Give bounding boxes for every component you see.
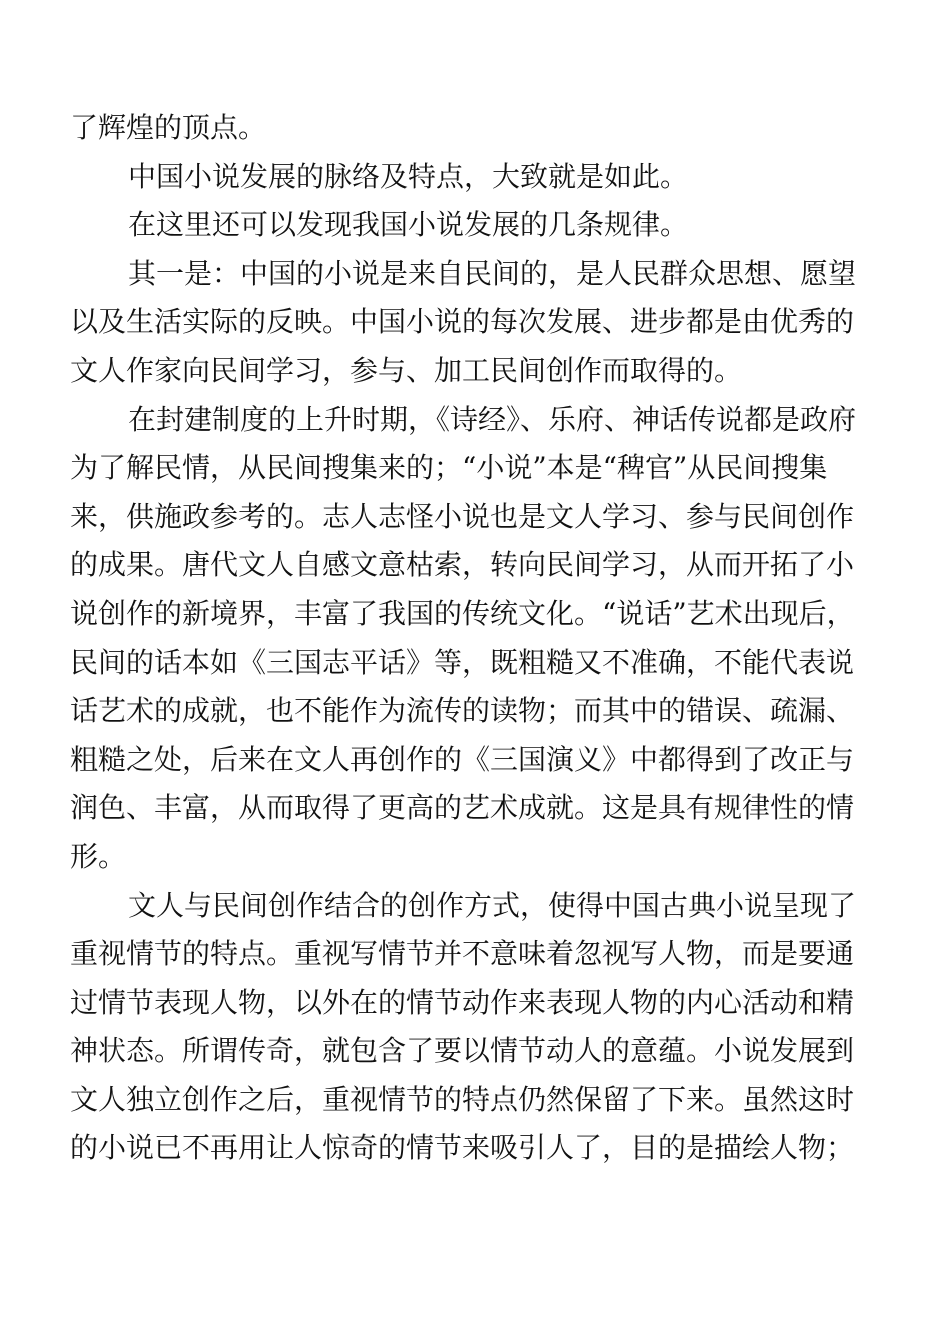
text-line: 重视情节的特点。重视写情节并不意味着忽视写人物，而是要通 [70,937,855,971]
text-line: 的小说已不再用让人惊奇的情节来吸引人了，目的是描绘人物； [70,1131,855,1165]
text-line: 文人作家向民间学习，参与、加工民间创作而取得的。 [70,353,743,387]
text-line: 过情节表现人物，以外在的情节动作来表现人物的内心活动和精 [70,985,855,1019]
text-line: 润色、丰富，从而取得了更高的艺术成就。这是具有规律性的情 [70,791,855,825]
text-line: 粗糙之处，后来在文人再创作的《三国演义》中都得到了改正与 [70,742,855,776]
text-line: 在这里还可以发现我国小说发展的几条规律。 [128,208,689,242]
text-line: 为了解民情，从民间搜集来的；“小说”本是“稗官”从民间搜集 [70,451,828,485]
text-line: 来，供施政参考的。志人志怪小说也是文人学习、参与民间创作 [70,499,855,533]
text-line: 文人独立创作之后，重视情节的特点仍然保留了下来。虽然这时 [70,1082,855,1116]
text-line: 文人与民间创作结合的创作方式，使得中国古典小说呈现了 [128,888,857,922]
text-line: 中国小说发展的脉络及特点，大致就是如此。 [128,159,689,193]
text-line: 话艺术的成就，也不能作为流传的读物；而其中的错误、疏漏、 [70,694,855,728]
text-line: 了辉煌的顶点。 [70,111,267,144]
text-line: 在封建制度的上升时期，《诗经》、乐府、神话传说都是政府 [128,402,857,436]
text-line: 其一是：中国的小说是来自民间的，是人民群众思想、愿望 [128,256,857,290]
text-line: 神状态。所谓传奇，就包含了要以情节动人的意蕴。小说发展到 [70,1034,855,1068]
text-line: 民间的话本如《三国志平话》等，既粗糙又不准确，不能代表说 [70,645,855,679]
text-line: 的成果。唐代文人自感文意枯索，转向民间学习，从而开拓了小 [70,548,855,582]
body-text [70,104,882,1173]
text-line: 以及生活实际的反映。中国小说的每次发展、进步都是由优秀的 [70,305,855,339]
text-line: 形。 [70,839,127,873]
text-line: 说创作的新境界，丰富了我国的传统文化。“说话”艺术出现后， [70,596,855,630]
